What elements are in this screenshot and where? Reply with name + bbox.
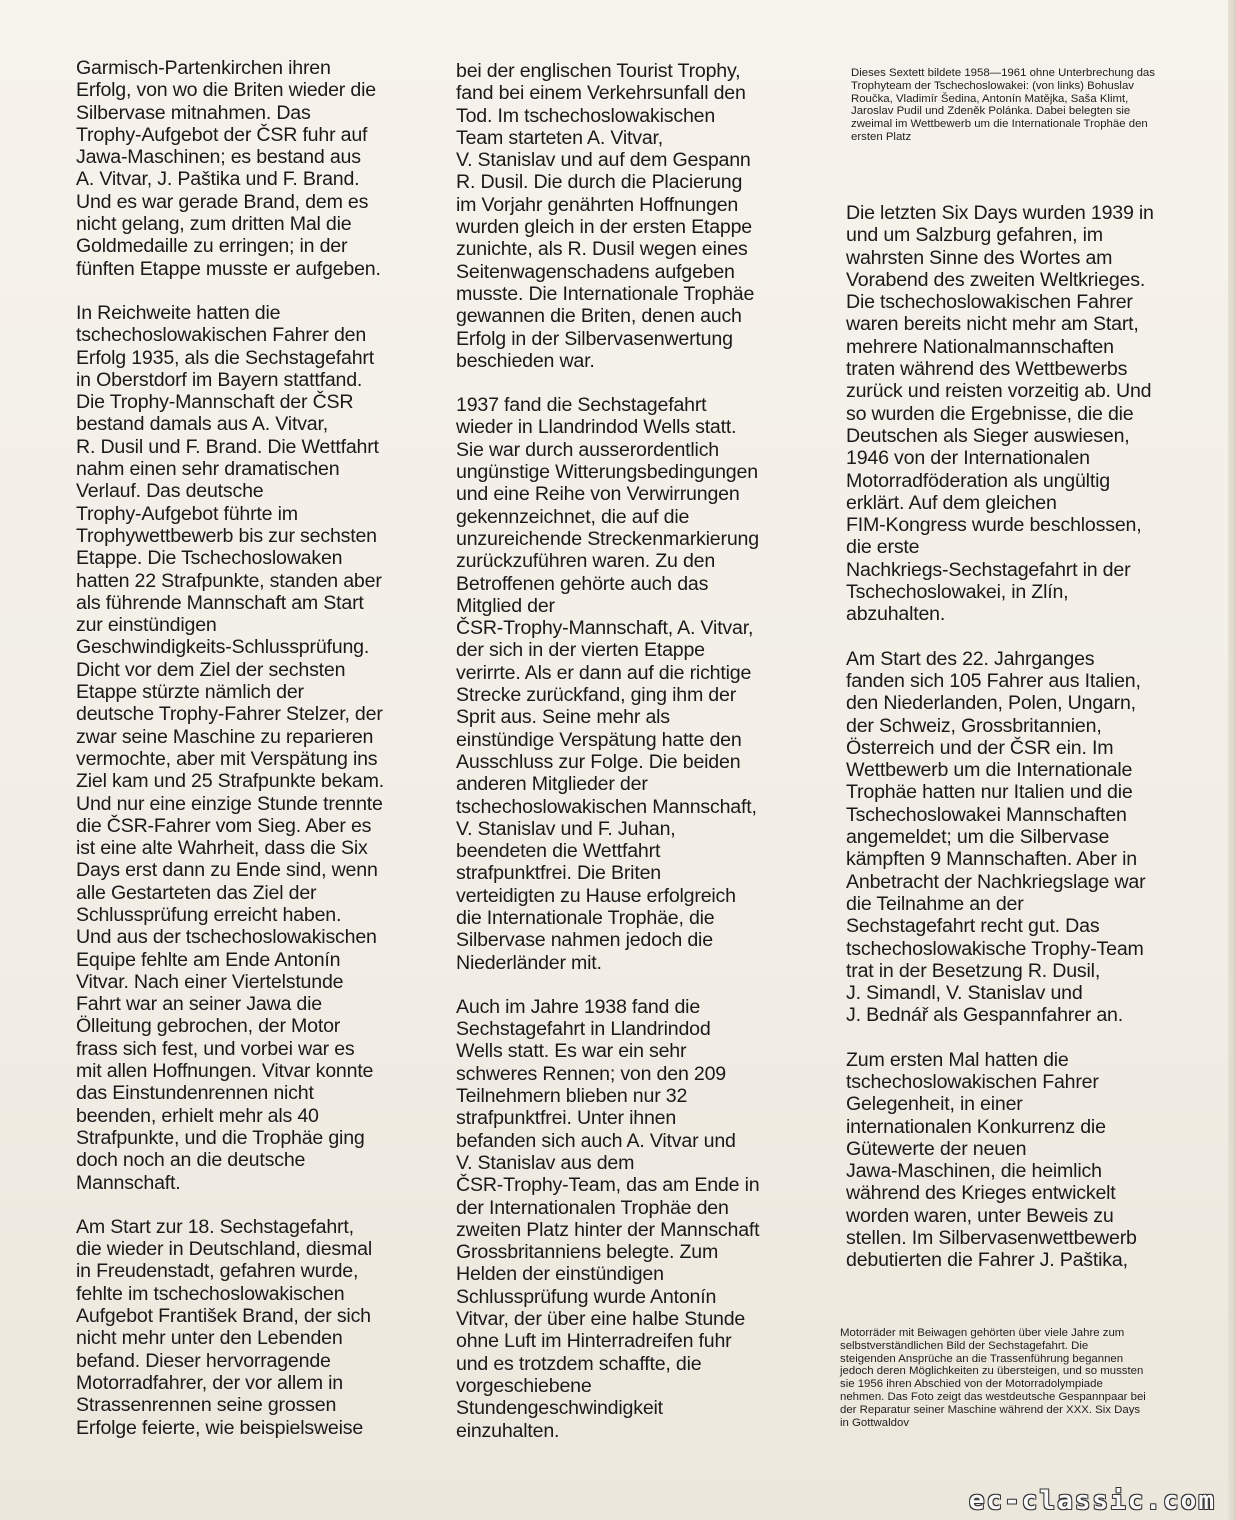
- photo-caption-bottom: Motorräder mit Beiwagen gehörten über viele Jahre zum selbstverständlichen Bild der Sechstagefahrt. Die steigenden Ansprüche an die Trassenführung begannen jedoch deren Möglichkeiten zu übersteigen, und so mussten sie 1956 ihren Abschied von der Motorradolympiade nehmen. Das Foto zeigt das westdeutsche Gespannpaar bei der Reparatur seiner Maschine während der XXX. Six Days in Gottwaldov: [840, 1327, 1146, 1429]
- paragraph: 1937 fand die Sechstagefahrt wieder in Llandrindod Wells statt. Sie war durch ausserordentlich ungünstige Witterungsbedingungen und eine Reihe von Verwirrungen gekennzeichnet, die auf die unzureichende Streckenmarkierung zurückzuführen waren. Zu den Betroffenen gehörte auch das Mitglied der ČSR-Trophy-Mannschaft, A. Vitvar, der sich in der vierten Etappe verirrte. Als er dann auf die richtige Strecke zurückfand, ging ihm der Sprit aus. Seine mehr als einstündige Verspätung hatte den Ausschluss zur Folge. Die beiden anderen Mitglieder der tschechoslowakischen Mannschaft, V. Stanislav und F. Juhan, beendeten die Wettfahrt strafpunktfrei. Die Briten verteidigten zu Hause erfolgreich die Internationale Trophäe, die Silbervase nahmen jedoch die Niederländer mit.: [456, 394, 759, 974]
- paragraph: Zum ersten Mal hatten die tschechoslowakischen Fahrer Gelegenheit, in einer internationalen Konkurrenz die Gütewerte der neuen Jawa-Maschinen, die heimlich während des Krieges entwickelt worden waren, unter Beweis zu stellen. Im Silbervasenwettbewerb debutierten die Fahrer J. Paštika,: [846, 1048, 1137, 1272]
- paragraph: Die letzten Six Days wurden 1939 in und um Salzburg gefahren, im wahrsten Sinne des Wortes am Vorabend des zweiten Weltkrieges. Die tschechoslowakischen Fahrer waren bereits nicht mehr am Start, mehrere Nationalmannschaften traten während des Wettbewerbs zurück und reisten vorzeitig ab. Und so wurden die Ergebnisse, die die Deutschen als Sieger auswiesen, 1946 von der Internationalen Motorradföderation als ungültig erklärt. Auf dem gleichen FIM-Kongress wurde beschlossen, die erste Nachkriegs-Sechstagefahrt in der Tschechoslowakei, in Zlín, abzuhalten.: [846, 202, 1154, 626]
- page-edge: [1228, 0, 1236, 1520]
- paragraph: Garmisch-Partenkirchen ihren Erfolg, von wo die Briten wieder die Silbervase mitnahmen. Das Trophy-Aufgebot der ČSR fuhr auf Jawa-Maschinen; es bestand aus A. Vitvar, J. Paštika und F. Brand. Und es war gerade Brand, dem es nicht gelang, zum dritten Mal die Goldmedaille zu erringen; in der fünften Etappe musste er aufgeben.: [76, 57, 381, 280]
- text-column-middle: [456, 60, 828, 1464]
- paragraph: Am Start zur 18. Sechstagefahrt, die wieder in Deutschland, diesmal in Freudenstadt, gefahren wurde, fehlte im tschechoslowakischen Aufgebot František Brand, der sich nicht mehr unter den Lebenden befand. Dieser hervorragende Motorradfahrer, der vor allem in Strassenrennen seine grossen Erfolge feierte, wie beispielsweise: [76, 1215, 372, 1439]
- paragraph: Auch im Jahre 1938 fand die Sechstagefahrt in Llandrindod Wells statt. Es war ein sehr schweres Rennen; von den 209 Teilnehmern blieben nur 32 strafpunktfrei. Unter ihnen befanden sich auch A. Vitvar und V. Stanislav aus dem ČSR-Trophy-Team, das am Ende in der Internationalen Trophäe den zweiten Platz hinter der Mannschaft Grossbritanniens belegte. Zum Helden der einstündigen Schlussprüfung wurde Antonín Vitvar, der über eine halbe Stunde ohne Luft im Hinterradreifen fuhr und es trotzdem schaffte, die vorgeschiebene Stundengeschwindigkeit einzuhalten.: [456, 995, 760, 1442]
- text-column-right: [846, 202, 1218, 1294]
- paragraph: In Reichweite hatten die tschechoslowakischen Fahrer den Erfolg 1935, als die Sechstagefahrt in Oberstdorf im Bayern stattfand. Die Trophy-Mannschaft der ČSR bestand damals aus A. Vitvar, R. Dusil und F. Brand. Die Wettfahrt nahm einen sehr dramatischen Verlauf. Das deutsche Trophy-Aufgebot führte im Trophywettbewerb bis zur sechsten Etappe. Die Tschechoslowaken hatten 22 Strafpunkte, standen aber als führende Mannschaft am Start zur einstündigen Geschwindigkeits-Schlussprüfung. Dicht vor dem Ziel der sechsten Etappe stürzte nämlich der deutsche Trophy-Fahrer Stelzer, der zwar seine Maschine zu reparieren vermochte, aber mit Verspätung ins Ziel kam und 25 Strafpunkte bekam. Und nur eine einzige Stunde trennte die ČSR-Fahrer vom Sieg. Aber es ist eine alte Wahrheit, dass die Six Days erst dann zu Ende sind, wenn alle Gestarteten das Ziel der Schlussprüfung erreicht haben. Und aus der tschechoslowakischen Equipe fehlte am Ende Antonín Vitvar. Nach einer Viertelstunde Fahrt war an seiner Jawa die Ölleitung gebrochen, der Motor frass sich fest, und vorbei war es mit allen Hoffnungen. Vitvar konnte das Einstundenrennen nicht beenden, erhielt mehr als 40 Strafpunkte, und die Trophäe ging doch noch an die deutsche Mannschaft.: [76, 301, 384, 1194]
- paragraph: bei der englischen Tourist Trophy, fand bei einem Verkehrsunfall den Tod. Im tschechoslowakischen Team starteten A. Vitvar, V. Stanislav und auf dem Gespann R. Dusil. Die durch die Placierung im Vorjahr genährten Hoffnungen wurden gleich in der ersten Etappe zunichte, als R. Dusil wegen eines Seitenwagenschadens aufgeben musste. Die Internationale Trophäe gewannen die Briten, denen auch Erfolg in der Silbervasenwertung beschieden war.: [456, 60, 755, 372]
- paragraph: Am Start des 22. Jahrganges fanden sich 105 Fahrer aus Italien, den Niederlanden, Polen, Ungarn, der Schweiz, Grossbritannien, Österreich und der ČSR ein. Im Wettbewerb um die Internationale Trophäe hatten nur Italien und die Tschechoslowakei Mannschaften angemeldet; um die Silbervase kämpften 9 Mannschaften. Aber in Anbetracht der Nachkriegslage war die Teilnahme an der Sechstagefahrt recht gut. Das tschechoslowakische Trophy-Team trat in der Besetzung R. Dusil, J. Simandl, V. Stanislav und J. Bednář als Gespannfahrer an.: [846, 647, 1146, 1027]
- text-column-left: [76, 57, 448, 1461]
- photo-caption-top: Dieses Sextett bildete 1958—1961 ohne Unterbrechung das Trophyteam der Tschechoslowakei: (von links) Bohuslav Roučka, Vladimír Šedina, Antonín Matějka, Saša Klimt, Jaroslav Pudil und Zdeněk Polánka. Dabei belegten sie zweimal im Wettbewerb um die Internationale Trophäe den ersten Platz: [851, 67, 1155, 143]
- watermark: ec-classic.com: [968, 1486, 1216, 1516]
